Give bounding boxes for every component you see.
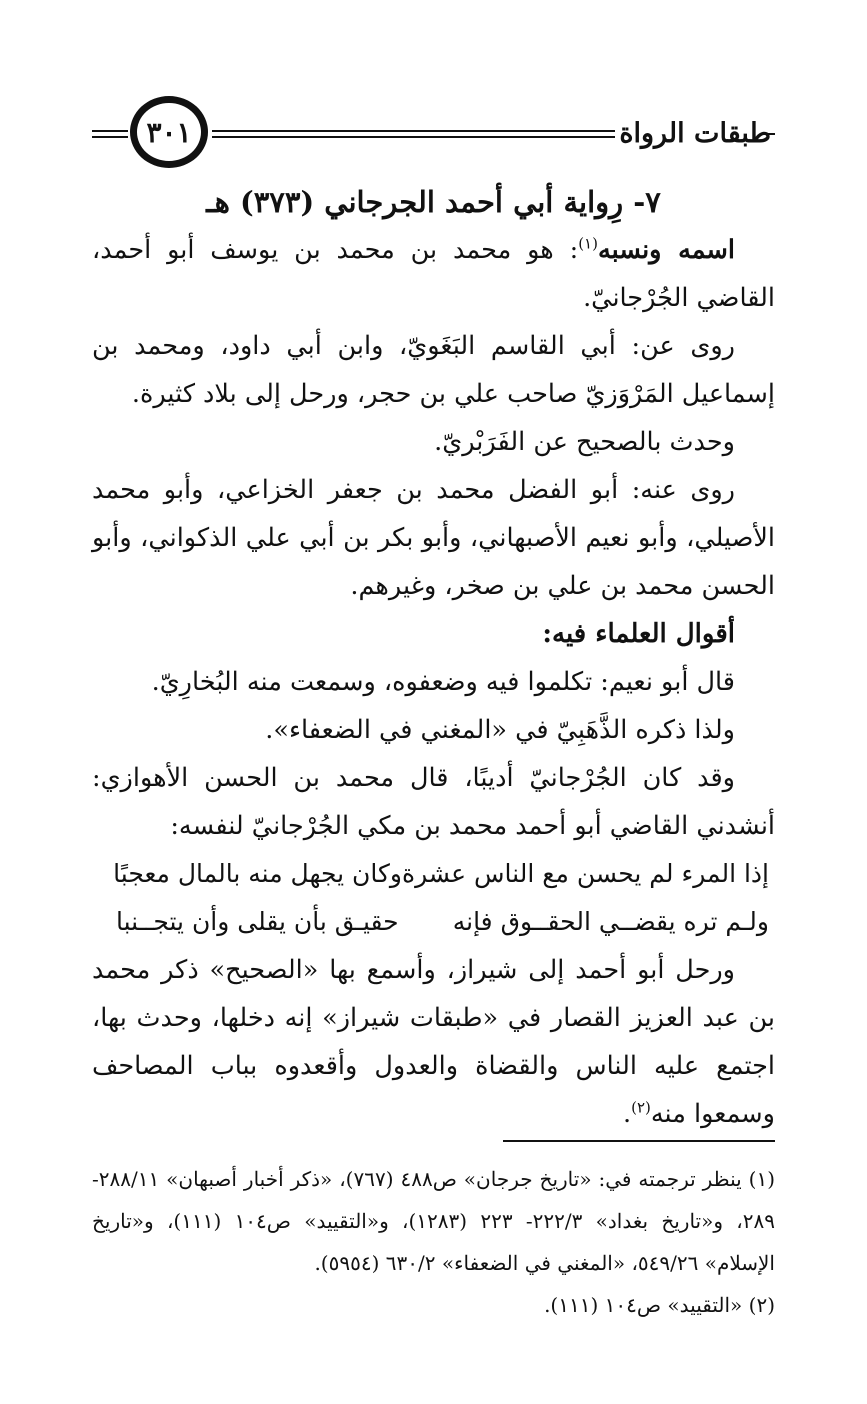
verse-hemistich: حقيـق بأن يقلى وأن يتجــنبا — [116, 907, 399, 936]
shiraz-end: . — [622, 1099, 632, 1129]
header-title: طبقات الرواة — [619, 118, 771, 149]
verse-line — [92, 850, 775, 898]
poet-paragraph: وقد كان الجُرْجانيّ أديبًا، قال محمد بن الحسن الأهوازي: أنشدني القاضي أبو أحمد محمد بن مكي الجُرْجانيّ لنفسه: — [92, 763, 775, 841]
verse-hemistich: ولـم تره يقضــي الحقــوق فإنه — [452, 907, 769, 936]
header-rule — [212, 136, 615, 138]
shiraz-text: ورحل أبو أحمد إلى شيراز، وأسمع بها «الصحيح» ذكر محمد بن عبد العزيز القصار في «طبقات شيراز» إنه دخلها، وحدث بها، اجتمع عليه الناس والقضاة والعدول وأقعدوه بباب المصاحف وسمعوا منه — [92, 955, 775, 1129]
verse-hemistich: إذا المرء لم يحسن مع الناس عشرة — [401, 859, 769, 888]
header-rule — [212, 130, 615, 132]
narrated-by-paragraph: روى عنه: أبو الفضل محمد بن جعفر الخزاعي، وأبو محمد الأصيلي، وأبو نعيم الأصبهاني، وأبو بكر بن أبي علي الذكواني، وأبو الحسن محمد بن علي بن صخر، وغيرهم. — [92, 475, 775, 601]
abu-nuaym-paragraph: قال أبو نعيم: تكلموا فيه وضعفوه، وسمعت منه البُخارِيّ. — [151, 667, 735, 697]
section-heading: ٧- رِواية أبي أحمد الجرجاني (٣٧٣) هـ — [206, 185, 661, 219]
main-text — [92, 178, 775, 1138]
header-rule — [92, 130, 128, 132]
footnote-ref: (٢) — [631, 1098, 651, 1117]
name-paragraph — [92, 226, 775, 322]
header-rule — [92, 136, 128, 138]
footnote-separator — [503, 1140, 775, 1142]
footnotes — [92, 1158, 775, 1326]
sahih-paragraph: وحدث بالصحيح عن الفَرَبْريّ. — [434, 427, 735, 457]
name-label: اسمه ونسبه — [597, 235, 735, 265]
verse-line — [92, 898, 775, 946]
shiraz-paragraph — [92, 946, 775, 1138]
page-number: ٣٠١ — [146, 115, 192, 149]
footnote: (٢) «التقييد» ص١٠٤ (١١١). — [544, 1293, 775, 1317]
footnote-ref: (١) — [578, 234, 598, 253]
running-header — [92, 92, 775, 172]
page-number-badge — [130, 96, 208, 168]
verse-hemistich: وكان يجهل منه بالمال معجبًا — [113, 859, 402, 888]
scholars-heading: أقوال العلماء فيه: — [542, 619, 735, 649]
name-text: : هو محمد بن محمد بن يوسف أبو أحمد، القاضي الجُرْجانيّ. — [92, 235, 775, 313]
footnote: (١) ينظر ترجمته في: «تاريخ جرجان» ص٤٨٨ (٧٦٧)، «ذكر أخبار أصبهان» ٢٨٨/١١- ٢٨٩، و«تاريخ بغداد» ٢٢٢/٣- ٢٢٣ (١٢٨٣)، و«التقييد» ص١٠٤ (١١١)، و«تاريخ الإسلام» ٥٤٩/٢٦، «المغني في الضعفاء» ٦٣٠/٢ (٥٩٥٤). — [92, 1167, 775, 1275]
narrated-from-paragraph: روى عن: أبي القاسم البَغَويّ، وابن أبي داود، ومحمد بن إسماعيل المَرْوَزيّ صاحب علي بن حجر، ورحل إلى بلاد كثيرة. — [92, 331, 775, 409]
dhahabi-paragraph: ولذا ذكره الذَّهَبِيّ في «المغني في الضعفاء». — [265, 715, 735, 745]
